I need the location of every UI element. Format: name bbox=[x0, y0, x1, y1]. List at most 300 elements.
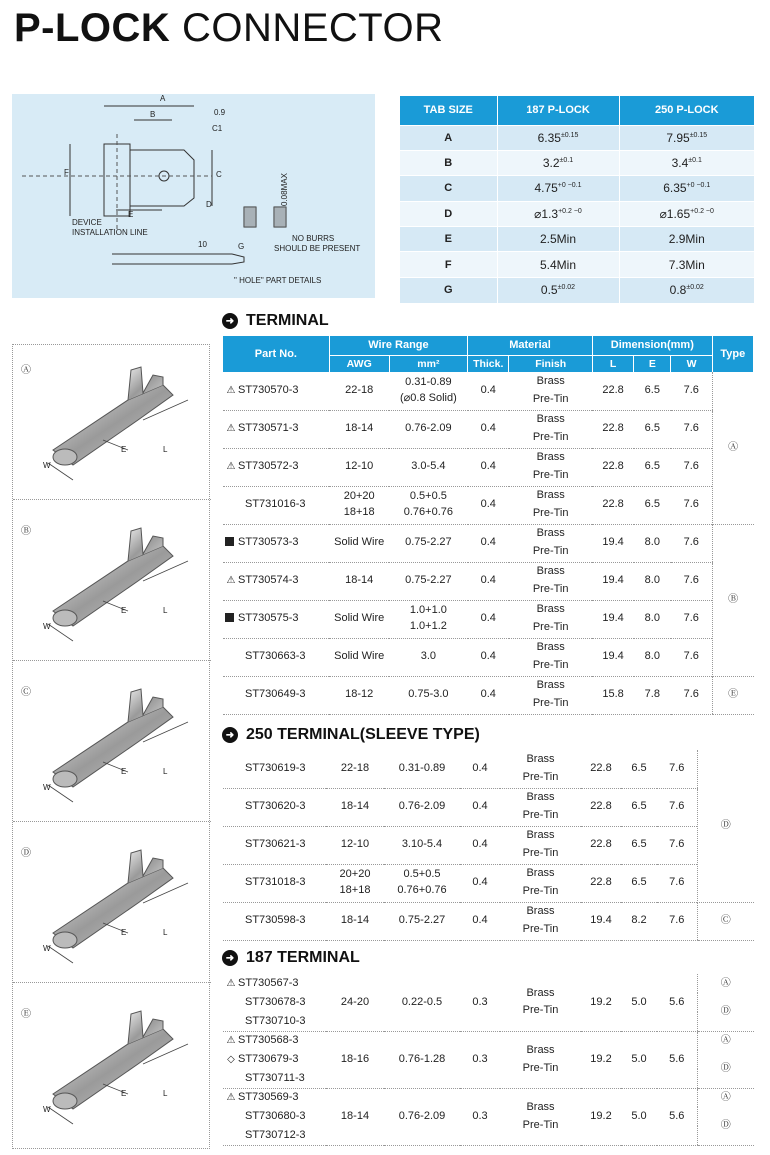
part-number bbox=[223, 1012, 326, 1031]
tab-row bbox=[400, 277, 755, 302]
e-cell: 7.8 bbox=[634, 676, 671, 714]
cell: 18-14 bbox=[329, 410, 389, 448]
value-text: 7.3Min bbox=[668, 257, 705, 272]
cell-line: 0.75-2.27 bbox=[405, 574, 452, 587]
tolerance: +0.2 −0 bbox=[690, 207, 714, 215]
e-cell: 6.5 bbox=[634, 448, 671, 486]
terminal-photo bbox=[13, 667, 211, 822]
l-cell: 22.8 bbox=[581, 750, 621, 788]
w-cell: 7.6 bbox=[671, 410, 712, 448]
tab-value bbox=[619, 277, 755, 302]
finish-plating: Pre-Tin bbox=[532, 583, 569, 595]
value-text: 3.4 bbox=[671, 156, 689, 171]
l-cell: 19.4 bbox=[592, 562, 633, 600]
cell-line: 1.0+1.2 bbox=[409, 620, 447, 632]
finish-material: Brass bbox=[536, 641, 565, 654]
dimension-label: W bbox=[43, 944, 51, 953]
tab-key: G bbox=[400, 277, 497, 302]
table-row bbox=[223, 826, 754, 864]
tolerance: ±0.1 bbox=[688, 157, 702, 165]
sleeve-table bbox=[223, 750, 754, 941]
part-number bbox=[223, 864, 326, 902]
thick-cell: 0.4 bbox=[460, 902, 500, 940]
cell bbox=[329, 486, 389, 524]
value-text: ⌀1.3 bbox=[534, 206, 559, 221]
l-cell: 22.8 bbox=[581, 788, 621, 826]
diamond-mark-icon: ◇ bbox=[227, 1053, 235, 1065]
part-number-text: ST730575-3 bbox=[238, 612, 299, 625]
section-terminal: ➜ TERMINAL bbox=[222, 312, 329, 330]
cell-line: 0.22-0.5 bbox=[401, 995, 443, 1008]
e-cell: 5.0 bbox=[621, 1088, 657, 1145]
tab-value bbox=[497, 252, 619, 277]
finish-plating: Pre-Tin bbox=[532, 697, 569, 709]
part-number-text: ST731016-3 bbox=[245, 498, 306, 511]
mm2-cell bbox=[384, 750, 460, 788]
warning-triangle-icon: ⚠ bbox=[226, 461, 236, 473]
thick-cell: 0.4 bbox=[460, 750, 500, 788]
finish-material: Brass bbox=[526, 905, 555, 918]
finish-material: Brass bbox=[526, 986, 555, 999]
photo-type-tag: Ⓐ bbox=[21, 365, 31, 376]
w-header: W bbox=[671, 355, 712, 372]
mm2-cell bbox=[389, 410, 467, 448]
mm2-cell bbox=[384, 1031, 460, 1088]
cell-line: 20+20 bbox=[339, 868, 371, 881]
l-cell: 19.2 bbox=[581, 1031, 621, 1088]
cell: 18-14 bbox=[326, 788, 384, 826]
warning-triangle-icon: ⚠ bbox=[226, 384, 236, 396]
dimension-label: W bbox=[43, 1105, 51, 1114]
finish-material: Brass bbox=[526, 867, 555, 880]
cell: 24-20 bbox=[326, 974, 384, 1031]
section-sleeve: ➜ 250 TERMINAL(SLEEVE TYPE) bbox=[222, 726, 480, 744]
cell-line: 3.10-5.4 bbox=[401, 838, 443, 851]
finish-cell bbox=[509, 486, 593, 524]
tab-value bbox=[619, 150, 755, 175]
thick-header: Thick. bbox=[468, 355, 509, 372]
finish-cell bbox=[509, 524, 593, 562]
tab-value bbox=[497, 150, 619, 175]
part-number-text: ST730710-3 bbox=[245, 1014, 306, 1027]
tab-value bbox=[619, 125, 755, 150]
type-header: Type bbox=[712, 336, 753, 372]
photo-type-tag: Ⓒ bbox=[21, 687, 31, 698]
mm2-cell bbox=[389, 372, 467, 410]
cell-line: 0.5+0.5 bbox=[409, 490, 447, 503]
type-cell: Ⓓ bbox=[697, 750, 754, 902]
terminal-photo bbox=[13, 828, 211, 983]
l-cell: 22.8 bbox=[592, 448, 633, 486]
e-cell: 6.5 bbox=[634, 372, 671, 410]
part-number bbox=[223, 1107, 326, 1126]
finish-material: Brass bbox=[536, 451, 565, 464]
mm2-cell bbox=[384, 902, 460, 940]
thick-cell: 0.3 bbox=[460, 1088, 500, 1145]
part-number-text: ST730678-3 bbox=[245, 995, 306, 1008]
value-text: 6.35 bbox=[663, 181, 687, 196]
cell: Solid Wire bbox=[329, 600, 389, 638]
p187-header: 187 P-LOCK bbox=[497, 96, 619, 125]
part-number bbox=[223, 1069, 326, 1088]
w-cell: 7.6 bbox=[671, 524, 712, 562]
mm2-cell bbox=[384, 826, 460, 864]
finish-material: Brass bbox=[536, 489, 565, 502]
cell-line: 3.0 bbox=[420, 650, 437, 663]
value-text: 3.2 bbox=[542, 156, 560, 171]
w-cell: 7.6 bbox=[657, 902, 697, 940]
cell bbox=[326, 864, 384, 902]
photo-type-tag: Ⓑ bbox=[21, 526, 31, 537]
thick-cell: 0.4 bbox=[460, 826, 500, 864]
cell-line: 0.75-2.27 bbox=[398, 914, 446, 927]
part-number bbox=[223, 638, 329, 676]
w-cell: 7.6 bbox=[657, 864, 697, 902]
e-cell: 6.5 bbox=[621, 788, 657, 826]
finish-material: Brass bbox=[526, 1100, 555, 1113]
part-number-text: ST730663-3 bbox=[245, 650, 306, 663]
tolerance: ±0.15 bbox=[560, 131, 579, 139]
thick-cell: 0.4 bbox=[468, 524, 509, 562]
mm2-cell bbox=[389, 638, 467, 676]
finish-plating: Pre-Tin bbox=[522, 1004, 559, 1017]
thick-cell: 0.4 bbox=[468, 638, 509, 676]
e-cell: 5.0 bbox=[621, 974, 657, 1031]
table-row bbox=[223, 1031, 754, 1050]
terminal-photo bbox=[13, 345, 211, 500]
table-row bbox=[223, 1088, 754, 1107]
finish-cell bbox=[500, 1031, 581, 1088]
value-text: 5.4Min bbox=[539, 257, 577, 272]
dimension-header: Dimension(mm) bbox=[592, 336, 712, 355]
table-row bbox=[223, 638, 754, 676]
cell: 22-18 bbox=[326, 750, 384, 788]
warning-triangle-icon: ⚠ bbox=[226, 423, 236, 435]
l-header: L bbox=[592, 355, 633, 372]
finish-plating: Pre-Tin bbox=[522, 1061, 559, 1074]
w-cell: 7.6 bbox=[671, 600, 712, 638]
tolerance: +0 −0.1 bbox=[557, 182, 582, 190]
tolerance: ±0.02 bbox=[686, 284, 704, 292]
tab-row bbox=[400, 176, 755, 201]
finish-material: Brass bbox=[526, 791, 555, 804]
cell: 18-12 bbox=[329, 676, 389, 714]
finish-material: Brass bbox=[536, 527, 565, 540]
cell-line: 3.0-5.4 bbox=[411, 460, 446, 473]
w-cell: 7.6 bbox=[671, 486, 712, 524]
cell: Solid Wire bbox=[329, 524, 389, 562]
terminal-table bbox=[223, 336, 754, 715]
tab-value bbox=[619, 227, 755, 252]
l-cell: 22.8 bbox=[592, 372, 633, 410]
part-number-text: ST730570-3 bbox=[238, 383, 299, 396]
cell: 18-14 bbox=[326, 1088, 384, 1145]
part-number bbox=[223, 448, 329, 486]
terminal-image bbox=[13, 667, 211, 822]
table-row bbox=[223, 600, 754, 638]
part-number-text: ST730568-3 bbox=[238, 1034, 299, 1047]
part-number-text: ST730679-3 bbox=[238, 1052, 299, 1065]
table-row bbox=[223, 788, 754, 826]
tolerance: ±0.1 bbox=[559, 157, 574, 165]
tab-row bbox=[400, 227, 755, 252]
finish-plating: Pre-Tin bbox=[532, 659, 569, 671]
mm2-cell bbox=[389, 600, 467, 638]
page-title: P-LOCK CONNECTOR bbox=[14, 6, 444, 50]
cell-line: 0.76+0.76 bbox=[403, 506, 453, 518]
l-cell: 22.8 bbox=[592, 410, 633, 448]
finish-cell bbox=[509, 600, 593, 638]
w-cell: 7.6 bbox=[671, 372, 712, 410]
finish-material: Brass bbox=[536, 565, 565, 578]
table-row bbox=[223, 562, 754, 600]
dimension-label: W bbox=[43, 622, 51, 631]
part-number bbox=[223, 486, 329, 524]
cell-line: 0.5+0.5 bbox=[403, 868, 441, 881]
cell-line: 20+20 bbox=[343, 490, 375, 503]
terminal-photo bbox=[13, 506, 211, 661]
cell-line: 0.76-2.09 bbox=[398, 1109, 446, 1122]
w-cell: 7.6 bbox=[671, 448, 712, 486]
dimension-label: E bbox=[121, 1089, 127, 1098]
warning-triangle-icon: ⚠ bbox=[226, 977, 236, 989]
tab-key: F bbox=[400, 252, 497, 277]
part-number bbox=[223, 993, 326, 1012]
tab-value bbox=[619, 201, 755, 226]
e-cell: 8.2 bbox=[621, 902, 657, 940]
mm2-cell bbox=[384, 864, 460, 902]
finish-material: Brass bbox=[536, 603, 565, 616]
tab-value bbox=[619, 176, 755, 201]
l-cell: 19.4 bbox=[592, 600, 633, 638]
square-mark-icon bbox=[225, 537, 234, 546]
finish-header: Finish bbox=[509, 355, 593, 372]
finish-plating: Pre-Tin bbox=[532, 469, 569, 481]
dimension-label: W bbox=[43, 461, 51, 470]
p250-header: 250 P-LOCK bbox=[619, 96, 755, 125]
finish-cell bbox=[509, 638, 593, 676]
cell: 22-18 bbox=[329, 372, 389, 410]
e-cell: 8.0 bbox=[634, 600, 671, 638]
tab-key: C bbox=[400, 176, 497, 201]
value-text: 4.75 bbox=[534, 181, 558, 196]
part-number-text: ST730567-3 bbox=[238, 976, 299, 989]
tab-row bbox=[400, 201, 755, 226]
mm2-cell bbox=[389, 524, 467, 562]
part-number bbox=[223, 676, 329, 714]
l-cell: 15.8 bbox=[592, 676, 633, 714]
thick-cell: 0.4 bbox=[460, 864, 500, 902]
dimension-label: L bbox=[163, 928, 168, 937]
table-row bbox=[223, 448, 754, 486]
l-cell: 19.4 bbox=[592, 524, 633, 562]
warning-triangle-icon: ⚠ bbox=[226, 575, 236, 587]
part-number-text: ST730620-3 bbox=[245, 800, 306, 813]
type-cell: Ⓓ bbox=[697, 1107, 754, 1145]
l-cell: 19.2 bbox=[581, 1088, 621, 1145]
finish-cell bbox=[500, 974, 581, 1031]
cell: 18-14 bbox=[326, 902, 384, 940]
e-cell: 6.5 bbox=[621, 826, 657, 864]
value-text: 6.35 bbox=[537, 130, 561, 145]
table-row bbox=[223, 974, 754, 993]
tab-size-table bbox=[400, 96, 755, 303]
dimension-label: E bbox=[121, 445, 127, 454]
t187-table bbox=[223, 974, 754, 1146]
part-number bbox=[223, 600, 329, 638]
mm2-cell bbox=[389, 676, 467, 714]
e-cell: 8.0 bbox=[634, 562, 671, 600]
finish-cell bbox=[500, 1088, 581, 1145]
type-cell: Ⓔ bbox=[712, 676, 753, 714]
tab-key: B bbox=[400, 150, 497, 175]
table-row bbox=[223, 486, 754, 524]
terminal-photo bbox=[13, 989, 211, 1144]
mm2-cell bbox=[384, 974, 460, 1031]
table-row bbox=[223, 902, 754, 940]
terminal-image bbox=[13, 506, 211, 661]
cell: 18-14 bbox=[329, 562, 389, 600]
part-number bbox=[223, 826, 326, 864]
tab-value bbox=[497, 227, 619, 252]
part-number bbox=[223, 1088, 326, 1107]
tab-value bbox=[619, 252, 755, 277]
thick-cell: 0.4 bbox=[468, 410, 509, 448]
cell-line: 0.76-2.09 bbox=[398, 800, 446, 813]
tolerance: +0 −0.1 bbox=[686, 182, 711, 190]
table-row bbox=[223, 524, 754, 562]
finish-material: Brass bbox=[536, 375, 565, 388]
part-number bbox=[223, 1126, 326, 1145]
tab-value bbox=[497, 201, 619, 226]
finish-plating: Pre-Tin bbox=[522, 885, 559, 897]
dimension-label: L bbox=[163, 606, 168, 615]
cell: 12-10 bbox=[329, 448, 389, 486]
terminal-image bbox=[13, 828, 211, 983]
type-cell: Ⓒ bbox=[697, 902, 754, 940]
part-number-text: ST730574-3 bbox=[238, 574, 299, 587]
part-number bbox=[223, 562, 329, 600]
terminal-photos bbox=[12, 344, 210, 1149]
dimension-label: L bbox=[163, 767, 168, 776]
part-number-text: ST730573-3 bbox=[238, 536, 299, 549]
tolerance: +0.2 −0 bbox=[558, 207, 582, 215]
part-number bbox=[223, 410, 329, 448]
value-text: 0.8 bbox=[669, 283, 687, 298]
cell-line: 0.76-2.09 bbox=[405, 422, 452, 435]
mm2-cell bbox=[389, 448, 467, 486]
l-cell: 19.4 bbox=[592, 638, 633, 676]
w-cell: 7.6 bbox=[657, 788, 697, 826]
arrow-circle-icon: ➜ bbox=[222, 950, 238, 966]
tab-dimension-diagram: A B 0.9 C1 F C D E 0.08MAX DEVICE INSTALLATION LINE NO BURRS SHOULD BE PRESENT 10 G " HOLE" PART DETAILS bbox=[12, 94, 375, 298]
tab-row bbox=[400, 125, 755, 150]
finish-material: Brass bbox=[526, 753, 555, 766]
e-cell: 6.5 bbox=[621, 864, 657, 902]
cell-line: 18+18 bbox=[339, 884, 371, 896]
part-number-text: ST730569-3 bbox=[238, 1091, 299, 1104]
w-cell: 5.6 bbox=[657, 1088, 697, 1145]
part-number-text: ST730571-3 bbox=[238, 422, 299, 435]
e-cell: 6.5 bbox=[621, 750, 657, 788]
dimension-label: E bbox=[121, 606, 127, 615]
cell-line: 1.0+1.0 bbox=[409, 604, 447, 617]
tab-size-header: TAB SIZE bbox=[400, 96, 497, 125]
tab-key: E bbox=[400, 227, 497, 252]
tab-value bbox=[497, 176, 619, 201]
e-cell: 8.0 bbox=[634, 638, 671, 676]
cell: 18-16 bbox=[326, 1031, 384, 1088]
e-header: E bbox=[634, 355, 671, 372]
finish-cell bbox=[500, 902, 581, 940]
table-row bbox=[223, 676, 754, 714]
finish-cell bbox=[509, 448, 593, 486]
finish-plating: Pre-Tin bbox=[532, 392, 569, 405]
part-number bbox=[223, 524, 329, 562]
part-number bbox=[223, 1050, 326, 1069]
finish-cell bbox=[500, 864, 581, 902]
value-text: 0.5 bbox=[540, 283, 558, 298]
e-cell: 6.5 bbox=[634, 410, 671, 448]
l-cell: 22.8 bbox=[581, 864, 621, 902]
tolerance: ±0.02 bbox=[557, 284, 576, 292]
finish-plating: Pre-Tin bbox=[532, 431, 569, 443]
table-row bbox=[223, 864, 754, 902]
part-number-text: ST730572-3 bbox=[238, 460, 299, 473]
cell: 12-10 bbox=[326, 826, 384, 864]
value-text: 2.9Min bbox=[668, 232, 705, 247]
type-cell: Ⓐ bbox=[697, 974, 754, 993]
photo-type-tag: Ⓓ bbox=[21, 848, 31, 859]
part-number-text: ST730621-3 bbox=[245, 838, 306, 851]
part-number-text: ST730712-3 bbox=[245, 1128, 306, 1141]
value-text: ⌀1.65 bbox=[659, 206, 691, 221]
terminal-image bbox=[13, 345, 211, 500]
cell-line: 0.76+0.76 bbox=[397, 884, 447, 896]
thick-cell: 0.3 bbox=[460, 1031, 500, 1088]
w-cell: 7.6 bbox=[657, 826, 697, 864]
cell-line: 0.76-1.28 bbox=[398, 1052, 446, 1065]
thick-cell: 0.4 bbox=[468, 562, 509, 600]
thick-cell: 0.4 bbox=[468, 600, 509, 638]
mm2-header: mm² bbox=[389, 355, 467, 372]
type-cell: Ⓓ bbox=[697, 993, 754, 1031]
part-number-text: ST731018-3 bbox=[245, 876, 306, 889]
w-cell: 7.6 bbox=[671, 638, 712, 676]
photo-type-tag: Ⓔ bbox=[21, 1009, 31, 1020]
thick-cell: 0.4 bbox=[468, 372, 509, 410]
part-number-text: ST730598-3 bbox=[245, 914, 306, 927]
value-text: 2.5Min bbox=[539, 232, 577, 247]
part-number bbox=[223, 750, 326, 788]
finish-plating: Pre-Tin bbox=[522, 847, 559, 859]
finish-plating: Pre-Tin bbox=[522, 923, 559, 935]
wire-range-header: Wire Range bbox=[329, 336, 467, 355]
l-cell: 19.2 bbox=[581, 974, 621, 1031]
thick-cell: 0.3 bbox=[460, 974, 500, 1031]
cell-line: 0.31-0.89 bbox=[398, 761, 446, 774]
part-number-text: ST730711-3 bbox=[245, 1071, 305, 1084]
mm2-cell bbox=[384, 788, 460, 826]
finish-material: Brass bbox=[536, 413, 565, 426]
type-cell: Ⓑ bbox=[712, 524, 753, 676]
finish-plating: Pre-Tin bbox=[532, 621, 569, 633]
part-number bbox=[223, 788, 326, 826]
finish-cell bbox=[500, 750, 581, 788]
part-number-text: ST730649-3 bbox=[245, 688, 306, 701]
finish-plating: Pre-Tin bbox=[522, 1118, 559, 1131]
part-number bbox=[223, 372, 329, 410]
